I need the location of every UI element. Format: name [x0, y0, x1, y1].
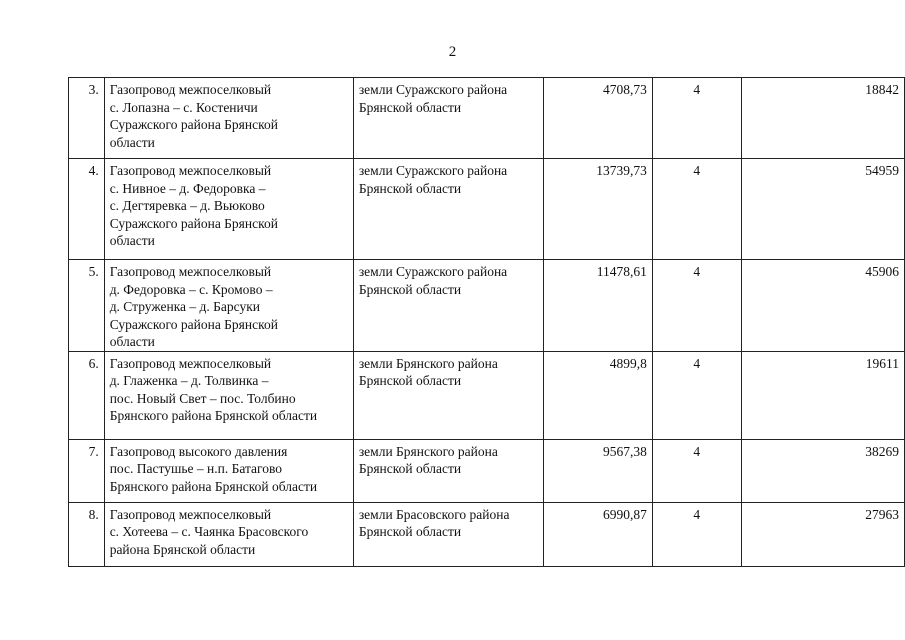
land-category-line: Брянской области — [358, 281, 462, 297]
land-category-line: Брянской области — [358, 461, 462, 476]
land-category-cell — [353, 502, 543, 566]
row-number: 4. — [88, 163, 99, 178]
object-description-line: Газопровод межпоселковый — [109, 163, 272, 178]
area-value: 19611 — [865, 355, 899, 371]
land-category-line: земли Брянского района — [358, 355, 498, 371]
length-value: 6990,87 — [602, 506, 647, 522]
object-description-line: Суражского района Брянской — [109, 117, 278, 132]
area-cell — [741, 78, 904, 159]
land-category-line: земли Суражского района — [358, 264, 508, 279]
width-value: 4 — [693, 506, 701, 522]
object-description-line: Газопровод высокого давления — [109, 443, 288, 459]
object-description-line: области — [109, 233, 155, 248]
object-description-line: с. Лопазна – с. Костеничи — [109, 99, 258, 115]
table-row — [69, 78, 905, 159]
object-description-line: области — [109, 334, 155, 349]
area-cell — [741, 159, 904, 260]
row-number: 6. — [88, 355, 99, 371]
area-cell — [741, 502, 904, 566]
object-description-line: Суражского района Брянской — [109, 215, 278, 231]
row-number: 3. — [88, 82, 99, 97]
width-cell — [652, 502, 741, 566]
land-category-line: земли Брасовского района — [358, 506, 510, 522]
land-category-line: земли Брянского района — [358, 443, 498, 459]
width-cell — [652, 159, 741, 260]
width-cell — [652, 78, 741, 159]
table-row — [69, 260, 905, 352]
length-value: 4899,8 — [609, 355, 647, 371]
table-row — [69, 502, 905, 566]
area-value: 18842 — [865, 82, 899, 97]
object-description-cell — [104, 159, 353, 260]
object-description-line: Газопровод межпоселковый — [109, 264, 272, 279]
land-category-cell — [353, 439, 543, 502]
row-number-cell — [69, 159, 105, 260]
land-category-cell — [353, 351, 543, 439]
row-number-cell — [69, 78, 105, 159]
land-plots-table — [68, 77, 905, 567]
area-value: 54959 — [865, 163, 899, 178]
length-cell — [544, 260, 653, 352]
object-description-line: с. Нивное – д. Федоровка – — [109, 180, 266, 196]
width-cell — [652, 439, 741, 502]
width-value: 4 — [693, 264, 701, 279]
width-value: 4 — [693, 82, 701, 97]
object-description-line: д. Глаженка – д. Толвинка – — [109, 373, 269, 388]
row-number-cell — [69, 260, 105, 352]
land-category-line: Брянской области — [358, 373, 462, 388]
row-number: 5. — [88, 264, 99, 279]
length-cell — [544, 502, 653, 566]
table-row — [69, 159, 905, 260]
object-description-cell — [104, 502, 353, 566]
length-cell — [544, 351, 653, 439]
table-row — [69, 439, 905, 502]
length-value: 13739,73 — [596, 163, 647, 178]
object-description-cell — [104, 78, 353, 159]
area-value: 45906 — [865, 264, 899, 279]
object-description-line: Газопровод межпоселковый — [109, 506, 272, 522]
land-category-line: Брянской области — [358, 180, 462, 196]
row-number-cell — [69, 502, 105, 566]
object-description-cell — [104, 439, 353, 502]
length-value: 9567,38 — [602, 443, 647, 459]
length-value: 4708,73 — [602, 82, 647, 97]
page-number: 2 — [448, 44, 457, 60]
object-description-line: области — [109, 134, 155, 150]
object-description-line: Газопровод межпоселковый — [109, 355, 272, 371]
length-cell — [544, 439, 653, 502]
table-row — [69, 351, 905, 439]
row-number: 7. — [88, 443, 99, 459]
land-category-cell — [353, 78, 543, 159]
object-description-line: Суражского района Брянской — [109, 316, 278, 332]
length-cell — [544, 78, 653, 159]
row-number-cell — [69, 351, 105, 439]
width-value: 4 — [693, 443, 701, 459]
width-cell — [652, 260, 741, 352]
width-cell — [652, 351, 741, 439]
table-body — [69, 78, 905, 567]
object-description-line: Газопровод межпоселковый — [109, 82, 272, 97]
object-description-cell — [104, 351, 353, 439]
object-description-line: с. Дегтяревка – д. Вьюково — [109, 198, 265, 213]
object-description-line: Брянского района Брянской области — [109, 478, 318, 494]
area-cell — [741, 439, 904, 502]
object-description-line: д. Федоровка – с. Кромово – — [109, 281, 273, 297]
land-category-cell — [353, 260, 543, 352]
land-category-cell — [353, 159, 543, 260]
length-cell — [544, 159, 653, 260]
land-category-line: Брянской области — [358, 524, 462, 539]
row-number-cell — [69, 439, 105, 502]
object-description-line: д. Струженка – д. Барсуки — [109, 299, 261, 314]
width-value: 4 — [693, 355, 701, 371]
object-description-cell — [104, 260, 353, 352]
area-cell — [741, 260, 904, 352]
area-value: 27963 — [865, 506, 899, 522]
land-category-line: Брянской области — [358, 99, 462, 115]
row-number: 8. — [88, 506, 99, 522]
area-cell — [741, 351, 904, 439]
width-value: 4 — [693, 163, 701, 178]
object-description-line: пос. Пастушье – н.п. Батагово — [109, 461, 282, 476]
area-value: 38269 — [865, 443, 899, 459]
land-category-line: земли Суражского района — [358, 163, 508, 178]
object-description-line: района Брянской области — [109, 541, 256, 557]
land-category-line: земли Суражского района — [358, 82, 508, 97]
object-description-line: Брянского района Брянской области — [109, 408, 318, 423]
object-description-line: с. Хотеева – с. Чаянка Брасовского — [109, 524, 309, 539]
object-description-line: пос. Новый Свет – пос. Толбино — [109, 390, 296, 406]
length-value: 11478,61 — [596, 264, 647, 279]
